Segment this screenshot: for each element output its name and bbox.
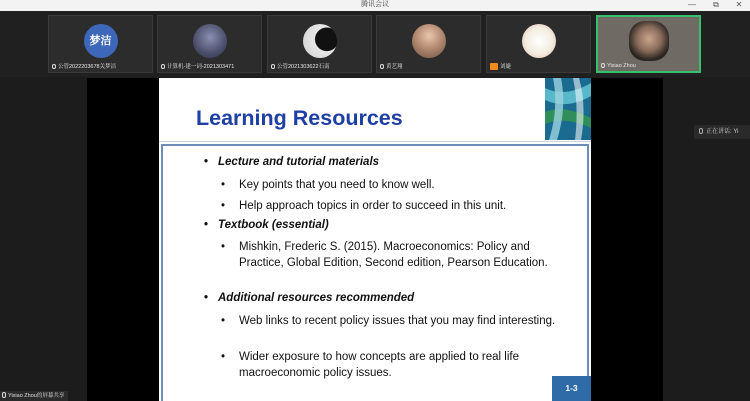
participant-name: Yixiao Zhou: [607, 63, 636, 69]
avatar: 梦洁: [84, 24, 118, 58]
mic-icon: [601, 63, 605, 68]
avatar: [193, 24, 227, 58]
participant-tile[interactable]: [157, 15, 262, 73]
participant-tile[interactable]: [267, 15, 372, 73]
section-heading: • Additional resources recommended: [218, 292, 414, 304]
minimize-icon[interactable]: —: [688, 0, 696, 9]
participant-tile[interactable]: [486, 15, 591, 73]
restore-icon[interactable]: ⧉: [713, 0, 719, 9]
slide-decoration: [545, 78, 591, 140]
screen-share-label: [0, 391, 68, 401]
avatar: [522, 24, 556, 58]
slide: [159, 78, 591, 401]
window-title: 腾讯会议: [361, 1, 389, 8]
mic-icon: [699, 128, 703, 134]
bullet: • Help approach topics in order to succeed in this unit.: [239, 198, 569, 214]
participant-tile[interactable]: [376, 15, 481, 73]
section-heading: • Textbook (essential): [218, 219, 329, 231]
bullet: • Key points that you need to know well.: [239, 177, 569, 193]
bullet: • Web links to recent policy issues that you may find interesting.: [239, 313, 569, 329]
mic-icon: [380, 64, 384, 69]
participant-name: 刘婕: [500, 64, 512, 70]
speaking-indicator: [694, 125, 750, 139]
section-heading: • Lecture and tutorial materials: [218, 156, 379, 168]
divider: [159, 141, 591, 142]
avatar: [303, 24, 337, 58]
video-feed: [629, 21, 669, 61]
participant-strip: [0, 11, 750, 77]
bullet: • Wider exposure to how concepts are applied to real life macroeconomic policy issues.: [239, 349, 569, 381]
close-icon[interactable]: ✕: [735, 0, 743, 9]
slide-title: Learning Resources: [196, 106, 403, 130]
participant-name: 黄艺翔: [386, 64, 403, 70]
avatar: [412, 24, 446, 58]
muted-mic-icon: [490, 63, 498, 70]
mic-icon: [271, 64, 275, 69]
speaking-text: 正在讲话: Yi: [706, 129, 739, 135]
participant-tile-active[interactable]: [596, 15, 701, 73]
mic-icon: [52, 64, 56, 69]
participant-name: 计算机-建一词-2021303471: [167, 64, 235, 70]
participant-name: 公管2021303622石南: [277, 64, 330, 70]
slide-page-number: 1-3: [552, 376, 591, 401]
mic-icon: [161, 64, 165, 69]
participant-name: 公管2022203678关梦洁: [58, 64, 117, 70]
participant-tile[interactable]: [48, 15, 153, 73]
share-owner: Yixiao Zhou的屏幕共享: [8, 393, 65, 399]
bullet: • Mishkin, Frederic S. (2015). Macroeconomics: Policy and Practice, Global Edition, Second edition, Pearson Education.: [239, 239, 569, 271]
mic-icon: [2, 392, 6, 398]
